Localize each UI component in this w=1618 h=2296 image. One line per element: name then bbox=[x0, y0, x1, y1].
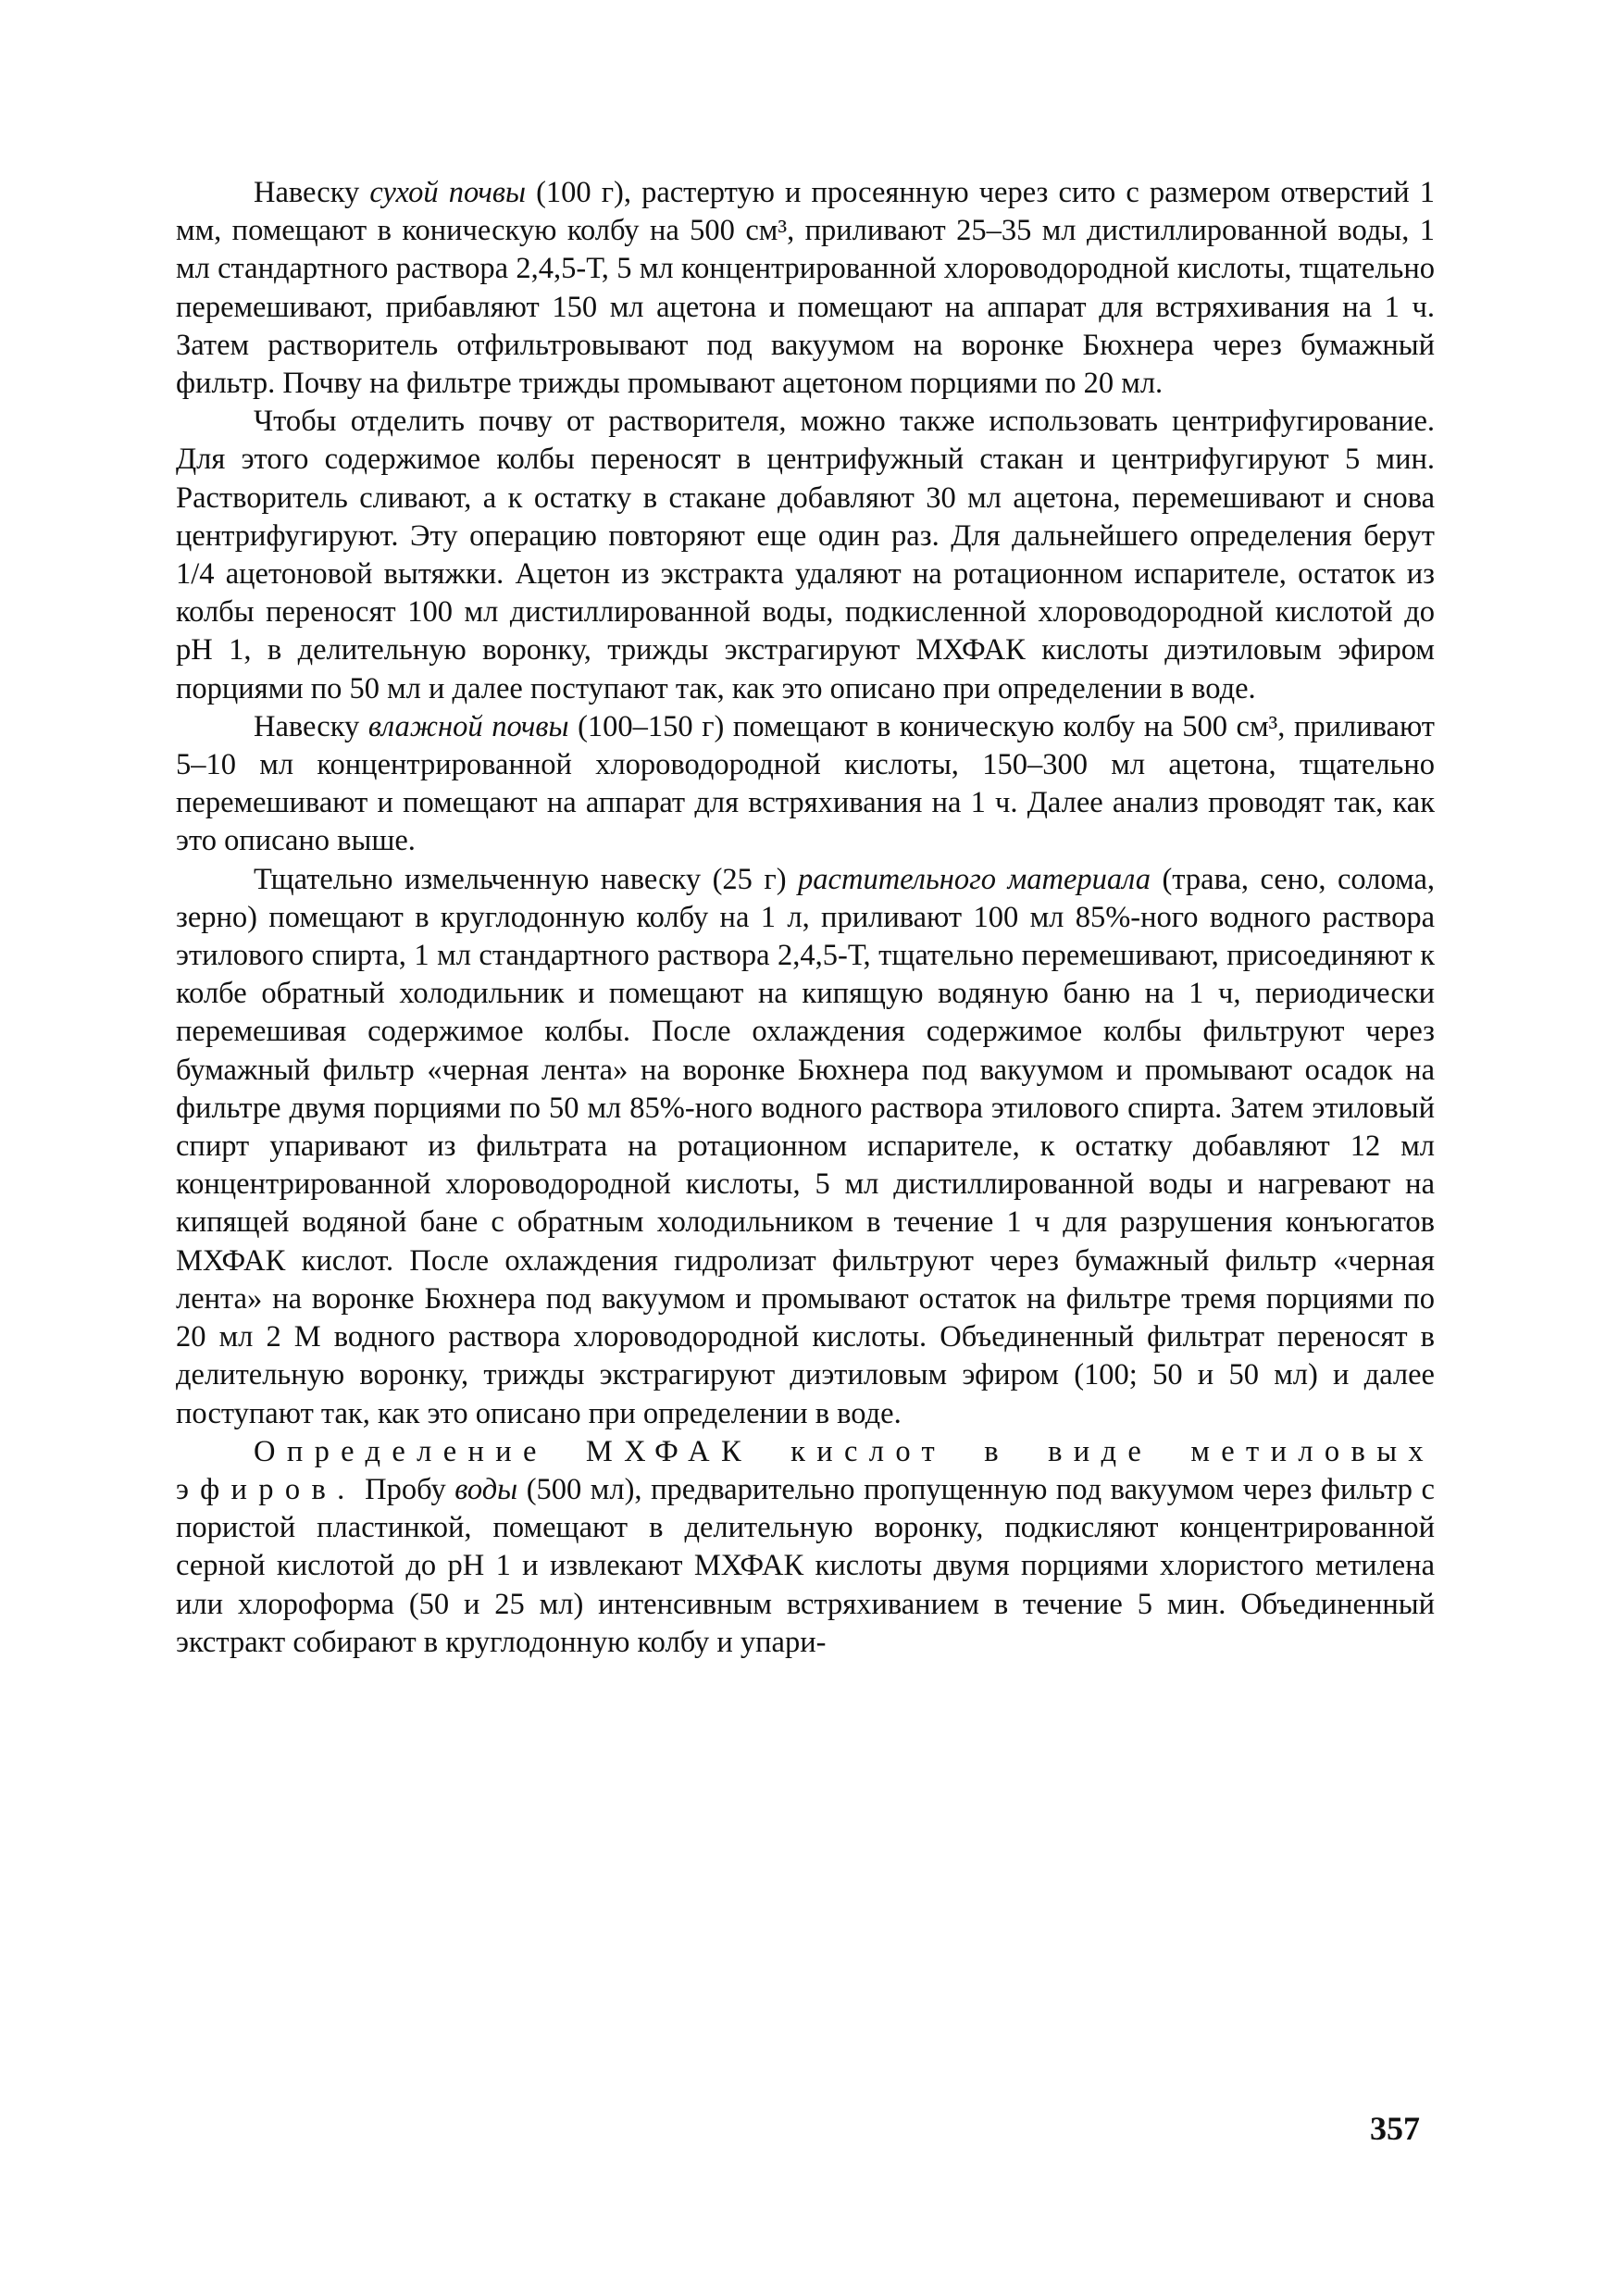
page-body bbox=[176, 174, 1435, 1662]
paragraph-text-segment: Навеску bbox=[254, 176, 370, 209]
paragraph-text-segment: (трава, сено, солома, зерно) помещают в круглодонную колбу на 1 л, приливают 100 мл 85%-ного водного раствора этилового спирта, 1 мл стандартного раствора 2,4,5-Т, тщательно перемешивают, присоединяют к колбе обратный холодильник и помещают на кипящую водяную баню на 1 ч, периодически перемешивая содержимое колбы. После охлаждения содержимое колбы фильтруют через бумажный фильтр «черная лента» на воронке Бюхнера под вакуумом и промывают осадок на фильтре двумя порциями по 50 мл 85%-ного водного раствора этилового спирта. Затем этиловый спирт упаривают из фильтрата на ротационном испарителе, к остатку добавляют 12 мл концентрированной хлороводородной кислоты, 5 мл дистиллированной воды и нагревают на кипящей водяной бане с обратным холодильником в течение 1 ч для разрушения конъюгатов МХФАК кислот. После охлаждения гидролизат фильтруют через бумажный фильтр «черная лента» на воронке Бюхнера под вакуумом и промывают остаток на фильтре тремя порциями по 20 мл 2 М водного раствора хлороводородной кислоты. Объединенный фильтрат переносят в делительную воронку, трижды экстрагируют диэтиловым эфиром (100; 50 и 50 мл) и далее поступают так, как это описано при определении в воде. bbox=[176, 862, 1435, 1430]
paragraph-text-segment: Чтобы отделить почву от растворителя, можно также использовать центрифугирование. Для этого содержимое колбы переносят в центрифужный стакан и центрифугируют 5 мин. Растворитель сливают, а к остатку в стакане добавляют 30 мл ацетона, перемешивают и снова центрифугируют. Эту операцию повторяют еще один раз. Для дальнейшего определения берут 1/4 ацетоновой вытяжки. Ацетон из экстракта удаляют на ротационном испарителе, остаток из колбы переносят 100 мл дистиллированной воды, подкисленной хлороводородной кислотой до pH 1, в делительную воронку, трижды экстрагируют МХФАК кислоты диэтиловым эфиром порциями по 50 мл и далее поступают так, как это описано при определении в воде. bbox=[176, 405, 1435, 705]
paragraph-plant-material bbox=[176, 861, 1435, 1433]
paragraph-italic-term: растительного материала bbox=[798, 862, 1151, 896]
section-heading-spaced: Определение МХФАК кислот в виде метиловых эфиров. bbox=[176, 1434, 1435, 1506]
paragraph-text-segment: Тщательно измельченную навеску (25 г) bbox=[254, 862, 799, 896]
paragraph-italic-term: воды bbox=[454, 1472, 518, 1506]
paragraph-methyl-esters bbox=[176, 1433, 1435, 1662]
paragraph-text-segment: (100–150 г) помещают в коническую колбу на 500 см³, приливают 5–10 мл концентрированной хлороводородной кислоты, 150–300 мл ацетона, тщательно перемешивают и помещают на аппарат для встряхивания на 1 ч. Далее анализ проводят так, как это описано выше. bbox=[176, 709, 1436, 858]
paragraph-text-segment: (100 г), растертую и просеянную через сито с размером отверстий 1 мм, помещают в коническую колбу на 500 см³, приливают 25–35 мл дистиллированной воды, 1 мл стандартного раствора 2,4,5-Т, 5 мл концентрированной хлороводородной кислоты, тщательно перемешивают, прибавляют 150 мл ацетона и помещают на аппарат для встряхивания на 1 ч. Затем растворитель отфильтровывают под вакуумом на воронке Бюхнера через бумажный фильтр. Почву на фильтре трижды промывают ацетоном порциями по 20 мл. bbox=[176, 176, 1435, 401]
paragraph-text-segment: Навеску bbox=[254, 709, 368, 743]
paragraph-wet-soil bbox=[176, 708, 1435, 861]
paragraph-italic-term: сухой почвы bbox=[369, 176, 527, 209]
paragraph-centrifugation bbox=[176, 403, 1435, 708]
paragraph-italic-term: влажной почвы bbox=[367, 709, 569, 743]
paragraph-dry-soil bbox=[176, 174, 1435, 403]
paragraph-text-segment: Пробу bbox=[355, 1472, 455, 1506]
paragraph-text-segment: (500 мл), предварительно пропущенную под вакуумом через фильтр с пористой пластинкой, помещают в делительную воронку, подкисляют концентрированной серной кислотой до pH 1 и извлекают МХФАК кислоты двумя порциями хлористого метилена или хлороформа (50 и 25 мл) интенсивным встряхиванием в течение 5 мин. Объединенный экстракт собирают в круглодонную колбу и упари- bbox=[176, 1472, 1435, 1659]
page-number: 357 bbox=[1370, 2110, 1420, 2147]
